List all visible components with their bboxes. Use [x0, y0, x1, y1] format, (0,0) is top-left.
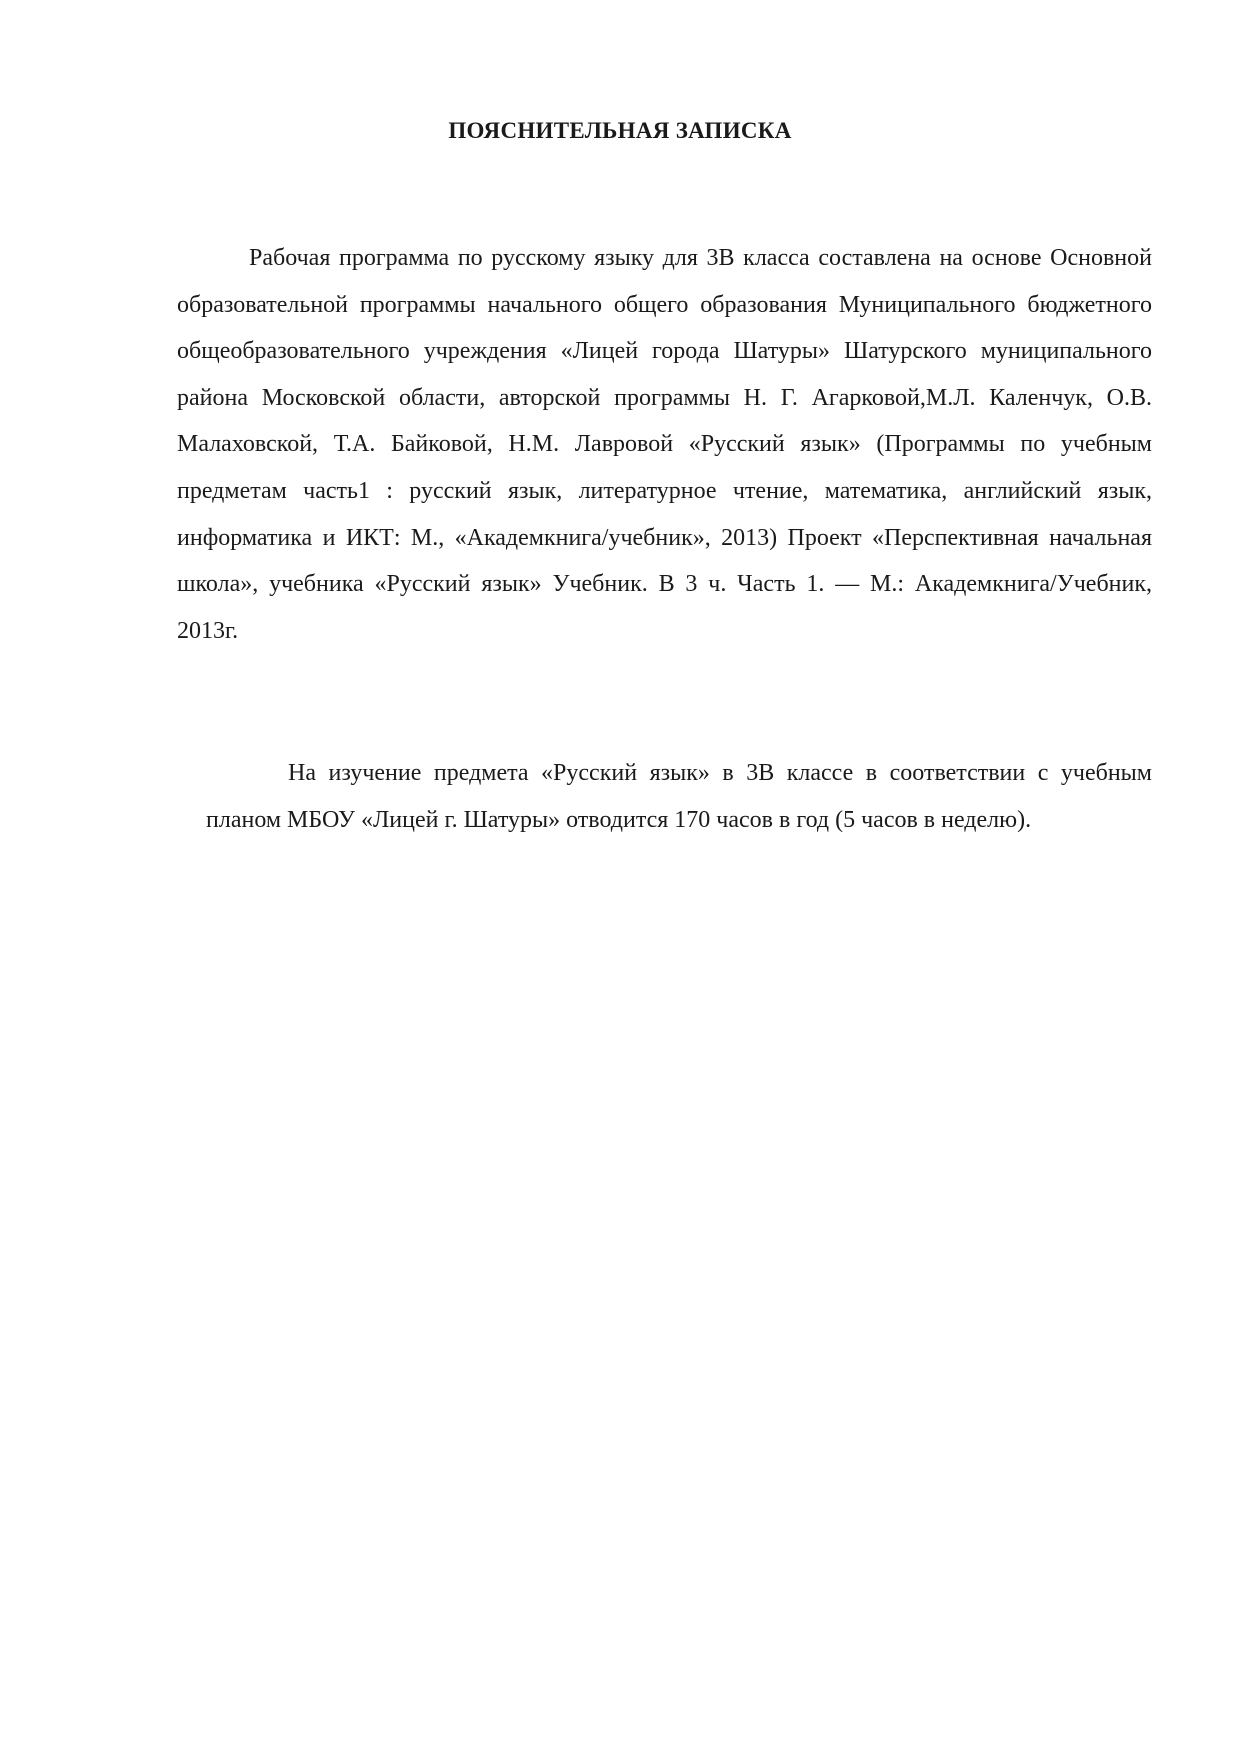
paragraph-hours: На изучение предмета «Русский язык» в 3В классе в соответствии с учебным планом МБОУ «Лицей г. Шатуры» отводится 170 часов в год (5 часов в неделю).: [206, 760, 1152, 833]
paragraph-program-basis: Рабочая программа по русскому языку для 3В класса составлена на основе Основной образовательной программы начального общего образования Муниципального бюджетного общеобразовательного учреждения «Лицей города Шатуры» Шатурского муниципального района Московской области, авторской программы Н. Г. Агарковой,М.Л. Каленчук, О.В. Малаховской, Т.А. Байковой, Н.М. Лавровой «Русский язык» (Программы по учебным предметам часть1 : русский язык, литературное чтение, математика, английский язык, информатика и ИКТ: М., «Академкнига/учебник», 2013) Проект «Перспективная начальная школа», учебника «Русский язык» Учебник. В 3 ч. Часть 1. — М.: Академкнига/Учебник, 2013г.: [177, 245, 1152, 644]
page-title: ПОЯСНИТЕЛЬНАЯ ЗАПИСКА: [448, 118, 792, 143]
